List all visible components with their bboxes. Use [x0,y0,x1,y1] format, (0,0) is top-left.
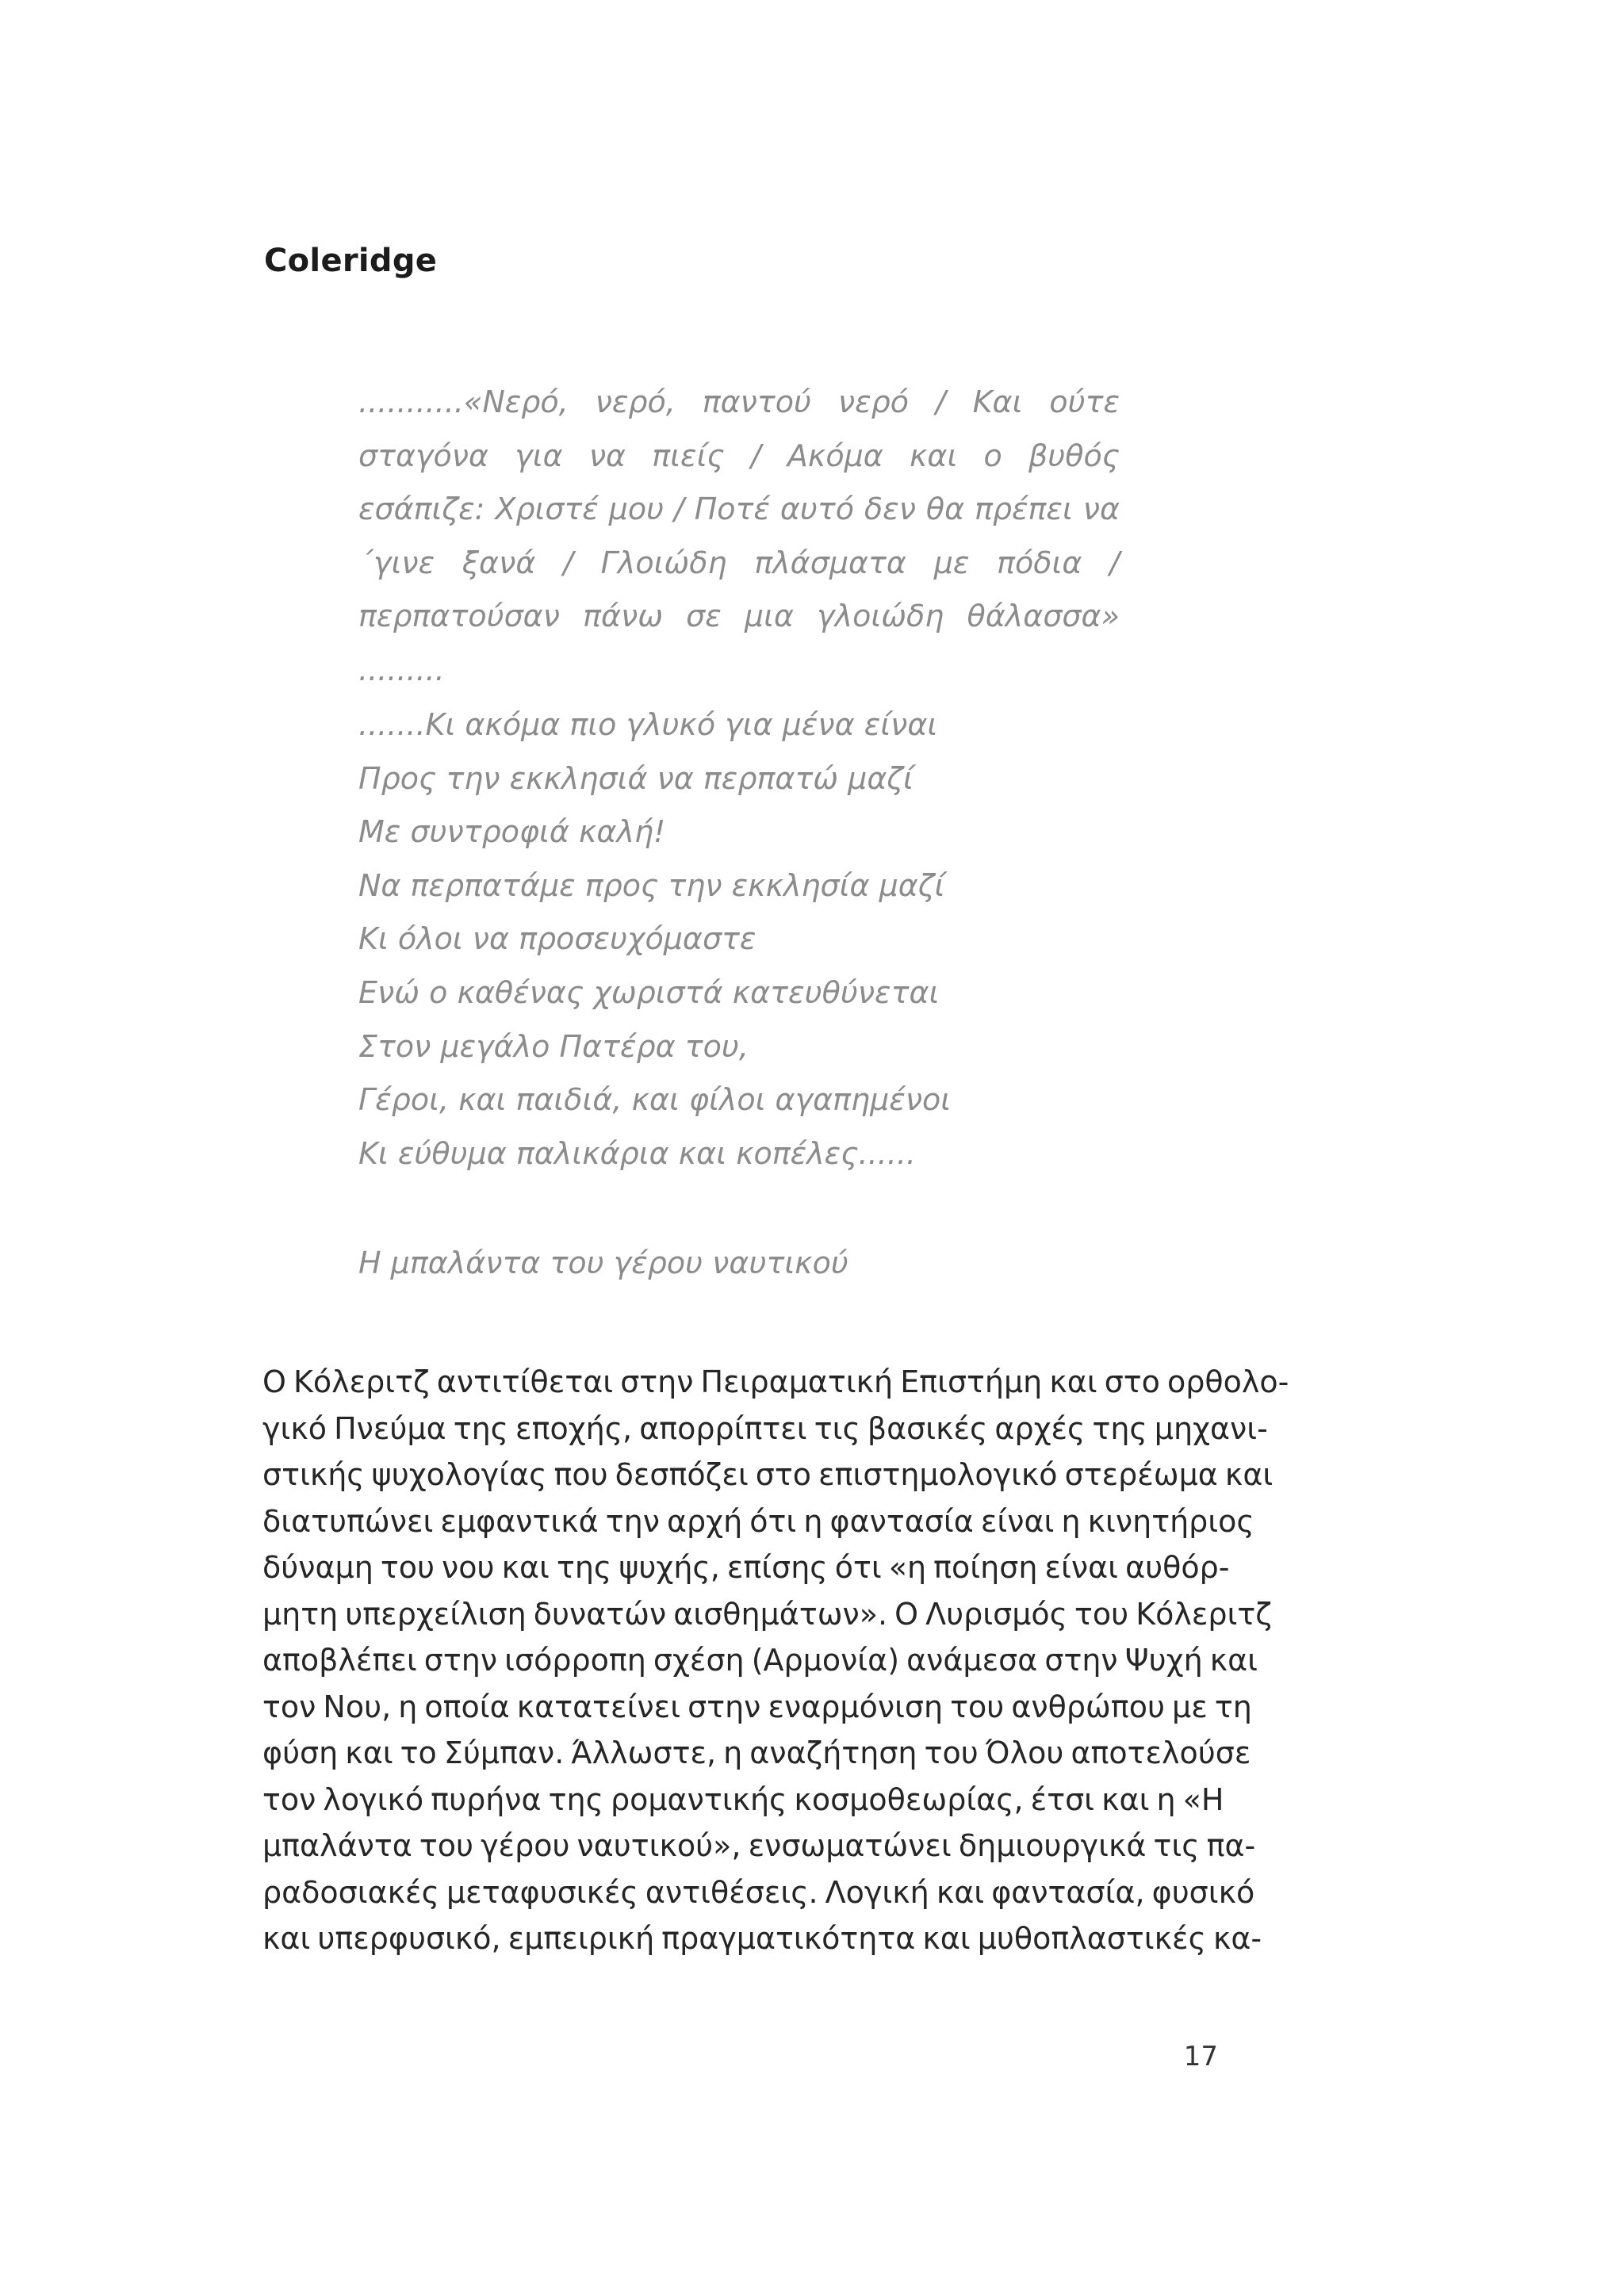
body-line: φύση και το Σύμπαν. Άλλωστε, η αναζήτηση του Όλου αποτελούσε [262,1735,1251,1770]
verse-line: .......Κι ακόμα πιο γλυκό για μένα είναι [358,707,938,742]
verse-line: Κι εύθυμα παλικάρια και κοπέλες...... [358,1135,916,1171]
body-line: τον λογικό πυρήνα της ρομαντικής κοσμοθεωρίας, έτσι και η «Η [262,1781,1224,1817]
verse-line: Κι όλοι να προσευχόμαστε [358,921,756,957]
verse-line: Να περπατάμε προς την εκκλησία μαζί [358,867,945,903]
epigraph-verse-quote [358,698,1120,1181]
body-paragraph [262,1359,1289,1962]
body-line: γικό Πνεύμα της εποχής, απορρίπτει τις βασικές αρχές της μηχανι- [262,1410,1268,1446]
body-line: μπαλάντα του γέρου ναυτικού», ενσωματώνει δημιουργικά τις πα- [262,1828,1256,1863]
quote-source: Η μπαλάντα του γέρου ναυτικού [358,1246,848,1280]
verse-line: Ενώ ο καθένας χωριστά κατευθύνεται [358,974,940,1010]
body-line: Ο Κόλεριτζ αντιτίθεται στην Πειραματική Επιστήμη και στο ορθολο- [262,1364,1289,1399]
body-line: ραδοσιακές μεταφυσικές αντιθέσεις. Λογική και φαντασία, φυσικό [262,1874,1255,1910]
verse-line: Γέροι, και παιδιά, και φίλοι αγαπημένοι [358,1082,952,1118]
verse-line: Στον μεγάλο Πατέρα του, [358,1028,749,1064]
epigraph-prose-quote: ...........«Νερό, νερό, παντού νερό / Και ούτε σταγόνα για να πιείς / Ακόμα και ο βυθός εσάπιζε: Χριστέ μου / Ποτέ αυτό δεν θα πρέπει να ΄γινε ξανά / Γλοιώδη πλάσματα με πόδια / περπατούσαν πάνω σε μια γλοιώδη θάλασσα» ......... [358,385,1120,687]
verse-line: Προς την εκκλησιά να περπατώ μαζί [358,760,914,796]
verse-line: Με συντροφιά καλή! [358,814,666,850]
section-heading: Coleridge [264,243,438,279]
body-line: και υπερφυσικό, εμπειρική πραγματικότητα και μυθοπλαστικές κα- [262,1921,1262,1956]
body-line: διατυπώνει εμφαντικά την αρχή ότι η φαντασία είναι η κινητήριος [262,1503,1254,1539]
body-line: αποβλέπει στην ισόρροπη σχέση (Αρμονία) ανάμεσα στην Ψυχή και [262,1643,1258,1678]
body-line: μητη υπερχείλιση δυνατών αισθημάτων». Ο Λυρισμός του Κόλεριτζ [262,1596,1272,1632]
body-line: στικής ψυχολογίας που δεσπόζει στο επιστημολογικό στερέωμα και [262,1457,1274,1492]
body-line: τον Νου, η οποία κατατείνει στην εναρμόνιση του ανθρώπου με τη [262,1689,1252,1724]
page-number: 17 [1183,2041,1218,2072]
body-line: δύναμη του νου και της ψυχής, επίσης ότι «η ποίηση είναι αυθόρ- [262,1550,1230,1585]
